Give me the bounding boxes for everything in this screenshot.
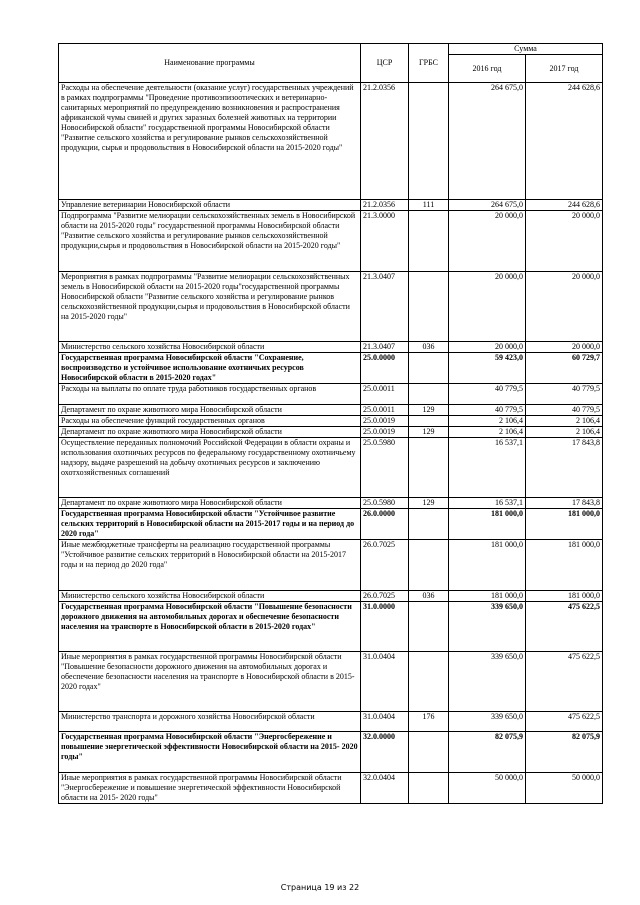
budget-table [58, 43, 603, 804]
amount-2016-cell: 16 537,1 [449, 438, 526, 498]
program-name-cell: Иные межбюджетные трансферты на реализацию государственной программы "Устойчивое развитие сельских территорий в Новосибирской области на 2015-2017 годы и на период до 2020 года" [59, 540, 361, 591]
amount-2017-cell: 17 843,8 [526, 438, 603, 498]
csr-code-cell: 26.0.7025 [361, 540, 409, 591]
grbs-code-cell: 176 [409, 712, 449, 732]
amount-2016-cell: 16 537,1 [449, 498, 526, 509]
grbs-code-cell: 129 [409, 498, 449, 509]
amount-2017-cell: 181 000,0 [526, 540, 603, 591]
program-row [59, 732, 603, 773]
table-row [59, 200, 603, 211]
csr-code-cell: 21.3.0407 [361, 342, 409, 353]
csr-code-cell: 21.3.0407 [361, 272, 409, 342]
csr-code-cell: 21.2.0356 [361, 200, 409, 211]
table-header [59, 44, 603, 83]
amount-2017-cell: 244 628,6 [526, 83, 603, 200]
amount-2016-cell: 2 106,4 [449, 416, 526, 427]
table-row [59, 773, 603, 804]
csr-code-cell: 32.0.0000 [361, 732, 409, 773]
grbs-code-cell [409, 384, 449, 405]
program-name-cell: Государственная программа Новосибирской области "Устойчивое развитие сельских территорий в Новосибирской области на 2015-2017 годы и на период до 2020 года" [59, 509, 361, 540]
amount-2016-cell: 20 000,0 [449, 342, 526, 353]
grbs-code-cell [409, 438, 449, 498]
csr-code-cell: 25.0.0000 [361, 353, 409, 384]
csr-code-cell: 26.0.7025 [361, 591, 409, 602]
grbs-code-cell [409, 272, 449, 342]
grbs-code-cell [409, 540, 449, 591]
table-row [59, 384, 603, 405]
table-row [59, 498, 603, 509]
amount-2016-cell: 339 650,0 [449, 712, 526, 732]
amount-2016-cell: 2 106,4 [449, 427, 526, 438]
table-row [59, 211, 603, 272]
csr-code-cell: 31.0.0404 [361, 712, 409, 732]
amount-2016-cell: 40 779,5 [449, 405, 526, 416]
amount-2016-cell: 20 000,0 [449, 211, 526, 272]
grbs-code-cell: 129 [409, 405, 449, 416]
program-name-cell: Подпрограмма "Развитие мелиорации сельскохозяйственных земель в Новосибирской области на 2015-2020 годы" государственной программы Новосибирской области "Развитие сельского хозяйства и регулирование рынков сельскохозяйственной продукции,сырья и продовольствия в Новосибирской области на 2015-2020 годы" [59, 211, 361, 272]
grbs-code-cell: 036 [409, 591, 449, 602]
amount-2017-cell: 181 000,0 [526, 509, 603, 540]
table-body [59, 83, 603, 804]
amount-2017-cell: 20 000,0 [526, 342, 603, 353]
grbs-code-cell [409, 509, 449, 540]
table-row [59, 272, 603, 342]
program-name-cell: Департамент по охране животного мира Новосибирской области [59, 405, 361, 416]
amount-2017-cell: 475 622,5 [526, 602, 603, 652]
table-row [59, 591, 603, 602]
header-name: Наименование программы [59, 44, 361, 83]
grbs-code-cell [409, 416, 449, 427]
table-row [59, 405, 603, 416]
page-number: Страница 19 из 22 [280, 883, 360, 892]
amount-2017-cell: 244 628,6 [526, 200, 603, 211]
amount-2017-cell: 60 729,7 [526, 353, 603, 384]
header-year-2017: 2017 год [526, 55, 603, 83]
csr-code-cell: 21.3.0000 [361, 211, 409, 272]
csr-code-cell: 31.0.0000 [361, 602, 409, 652]
csr-code-cell: 25.0.0019 [361, 427, 409, 438]
header-year-2016: 2016 год [449, 55, 526, 83]
header-grbs: ГРБС [409, 44, 449, 83]
csr-code-cell: 32.0.0404 [361, 773, 409, 804]
grbs-code-cell: 129 [409, 427, 449, 438]
grbs-code-cell: 111 [409, 200, 449, 211]
program-name-cell: Государственная программа Новосибирской области "Сохранение, воспроизводство и устойчивое использование охотничьих ресурсов Новосибирской области в 2015-2020 годах" [59, 353, 361, 384]
grbs-code-cell [409, 353, 449, 384]
program-name-cell: Департамент по охране животного мира Новосибирской области [59, 427, 361, 438]
csr-code-cell: 25.0.0011 [361, 384, 409, 405]
csr-code-cell: 25.0.0011 [361, 405, 409, 416]
grbs-code-cell [409, 773, 449, 804]
amount-2017-cell: 40 779,5 [526, 405, 603, 416]
csr-code-cell: 25.0.0019 [361, 416, 409, 427]
program-name-cell: Мероприятия в рамках подпрограммы "Развитие мелиорации сельскохозяйственных земель в Новосибирской области на 2015-2020 годы"государственной программы Новосибирской области "Развитие сельского хозяйства и регулирование рынков сельскохозяйственной продукции,сырья и продовольствия в Новосибирской области на 2015-2020 годы" [59, 272, 361, 342]
program-name-cell: Государственная программа Новосибирской области "Повышение безопасности дорожного движения на автомобильных дорогах и обеспечение безопасности населения на транспорте в Новосибирской области в 2015-2020 годах" [59, 602, 361, 652]
amount-2017-cell: 475 622,5 [526, 712, 603, 732]
program-name-cell: Иные мероприятия в рамках государственной программы Новосибирской области "Энергосбережение и повышение энергетической эффективности Новосибирской области на 2015- 2020 годы" [59, 773, 361, 804]
table-row [59, 438, 603, 498]
amount-2016-cell: 82 075,9 [449, 732, 526, 773]
program-row [59, 353, 603, 384]
program-name-cell: Министерство сельского хозяйства Новосибирской области [59, 342, 361, 353]
table-row [59, 652, 603, 712]
amount-2016-cell: 181 000,0 [449, 591, 526, 602]
table-row [59, 427, 603, 438]
grbs-code-cell [409, 652, 449, 712]
amount-2016-cell: 264 675,0 [449, 200, 526, 211]
program-name-cell: Министерство сельского хозяйства Новосибирской области [59, 591, 361, 602]
amount-2016-cell: 40 779,5 [449, 384, 526, 405]
table-row [59, 342, 603, 353]
program-name-cell: Иные мероприятия в рамках государственной программы Новосибирской области "Повышение безопасности дорожного движения на автомобильных дорогах и обеспечение безопасности населения на транспорте в Новосибирской области в 2015-2020 годах" [59, 652, 361, 712]
grbs-code-cell [409, 211, 449, 272]
amount-2017-cell: 40 779,5 [526, 384, 603, 405]
grbs-code-cell [409, 732, 449, 773]
amount-2016-cell: 181 000,0 [449, 540, 526, 591]
amount-2017-cell: 475 622,5 [526, 652, 603, 712]
amount-2017-cell: 50 000,0 [526, 773, 603, 804]
grbs-code-cell [409, 602, 449, 652]
amount-2017-cell: 2 106,4 [526, 416, 603, 427]
amount-2016-cell: 264 675,0 [449, 83, 526, 200]
header-sum: Сумма [449, 44, 603, 55]
header-csr: ЦСР [361, 44, 409, 83]
amount-2016-cell: 339 650,0 [449, 652, 526, 712]
amount-2017-cell: 17 843,8 [526, 498, 603, 509]
csr-code-cell: 21.2.0356 [361, 83, 409, 200]
table-row [59, 416, 603, 427]
program-name-cell: Расходы на обеспечение функций государственных органов [59, 416, 361, 427]
amount-2017-cell: 2 106,4 [526, 427, 603, 438]
amount-2016-cell: 50 000,0 [449, 773, 526, 804]
amount-2017-cell: 82 075,9 [526, 732, 603, 773]
table-row [59, 712, 603, 732]
amount-2017-cell: 20 000,0 [526, 211, 603, 272]
program-row [59, 602, 603, 652]
amount-2016-cell: 59 423,0 [449, 353, 526, 384]
amount-2017-cell: 181 000,0 [526, 591, 603, 602]
table-row [59, 540, 603, 591]
grbs-code-cell [409, 83, 449, 200]
csr-code-cell: 25.0.5980 [361, 498, 409, 509]
amount-2016-cell: 339 650,0 [449, 602, 526, 652]
csr-code-cell: 25.0.5980 [361, 438, 409, 498]
amount-2016-cell: 181 000,0 [449, 509, 526, 540]
program-name-cell: Государственная программа Новосибирской области "Энергосбережение и повышение энергетической эффективности Новосибирской области на 2015- 2020 годы" [59, 732, 361, 773]
table-row [59, 83, 603, 200]
program-name-cell: Министерство транспорта и дорожного хозяйства Новосибирской области [59, 712, 361, 732]
program-row [59, 509, 603, 540]
program-name-cell: Расходы на обеспечение деятельности (оказание услуг) государственных учреждений в рамках подпрограммы "Проведение противоэпизоотических и ветеринарно-санитарных мероприятий по предупреждению возникновения и распространения африканской чумы свиней и других заразных болезней животных на территории Новосибирской области" государственной программы Новосибирской области "Развитие сельского хозяйства и регулирование рынков сельскохозяйственной продукции, сырья и продовольствия в Новосибирской области на 2015-2020 годы" [59, 83, 361, 200]
csr-code-cell: 26.0.0000 [361, 509, 409, 540]
grbs-code-cell: 036 [409, 342, 449, 353]
program-name-cell: Управление ветеринарии Новосибирской области [59, 200, 361, 211]
program-name-cell: Департамент по охране животного мира Новосибирской области [59, 498, 361, 509]
program-name-cell: Расходы на выплаты по оплате труда работников государственных органов [59, 384, 361, 405]
program-name-cell: Осуществление переданных полномочий Российской Федерации в области охраны и использования охотничьих ресурсов по федеральному государственному охотничьему надзору, выдаче разрешений на добычу охотничьих ресурсов и заключению охотхозяйственных соглашений [59, 438, 361, 498]
amount-2017-cell: 20 000,0 [526, 272, 603, 342]
amount-2016-cell: 20 000,0 [449, 272, 526, 342]
csr-code-cell: 31.0.0404 [361, 652, 409, 712]
